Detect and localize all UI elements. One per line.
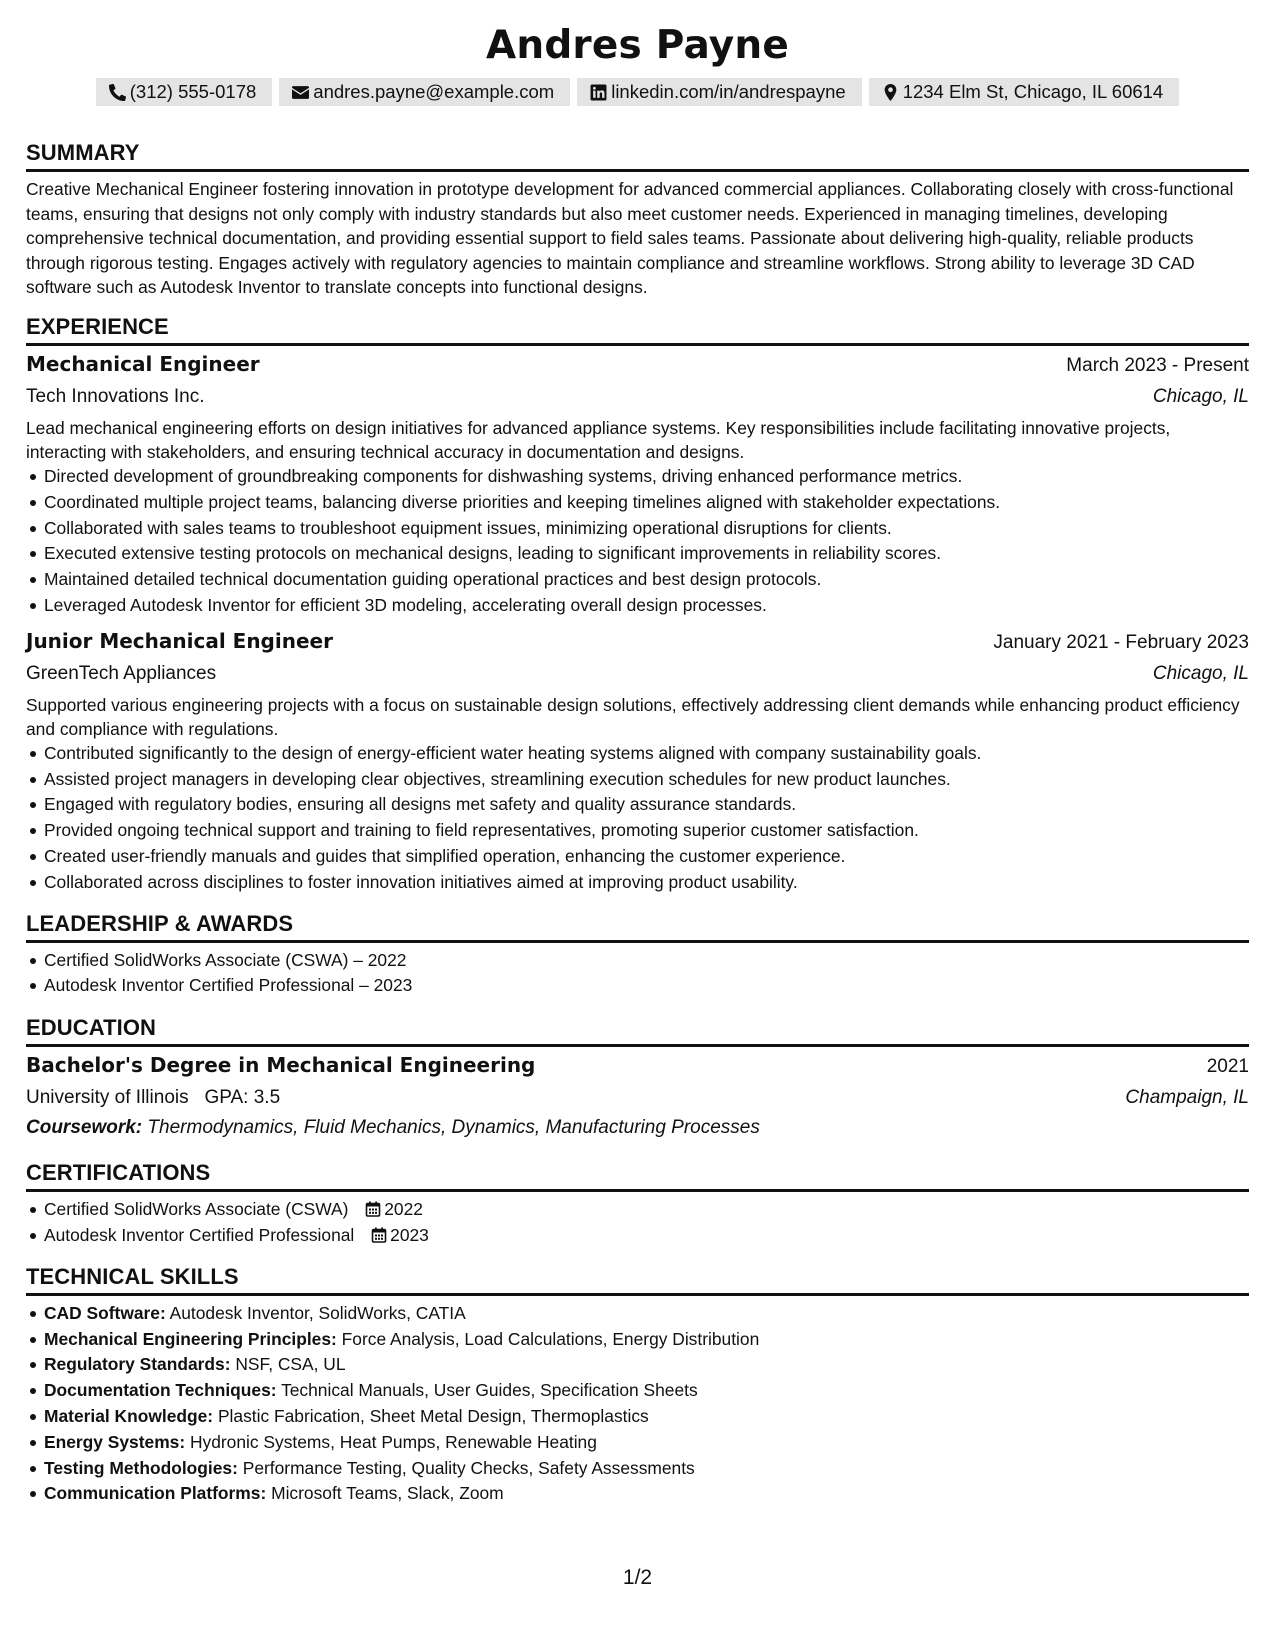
- contact-linkedin-text: linkedin.com/in/andrespayne: [611, 81, 846, 102]
- envelope-icon: [292, 84, 309, 101]
- contact-linkedin[interactable]: [577, 78, 861, 106]
- contact-email-text: andres.payne@example.com: [313, 81, 555, 102]
- cert-name: Autodesk Inventor Certified Professional: [44, 1224, 355, 1245]
- cert-name: Certified SolidWorks Associate (CSWA): [44, 1199, 349, 1220]
- list-item: Autodesk Inventor Certified Professional – 2023: [44, 973, 1249, 999]
- coursework-text: Thermodynamics, Fluid Mechanics, Dynamics, Manufacturing Processes: [147, 1117, 760, 1139]
- list-item: Collaborated across disciplines to foster innovation initiatives aimed at improving product usability.: [44, 870, 1249, 896]
- list-item: [44, 1481, 1249, 1507]
- map-pin-icon: [882, 84, 899, 101]
- job-dates: January 2021 - February 2023: [993, 631, 1249, 653]
- candidate-name: Andres Payne: [485, 23, 790, 68]
- skill-value: Force Analysis, Load Calculations, Energy Distribution: [341, 1328, 760, 1349]
- list-item: Executed extensive testing protocols on mechanical designs, leading to significant improvements in reliability scores.: [44, 541, 1249, 567]
- list-item: Created user-friendly manuals and guides that simplified operation, enhancing the customer experience.: [44, 844, 1249, 870]
- skill-value: Microsoft Teams, Slack, Zoom: [271, 1483, 504, 1504]
- job-title: Junior Mechanical Engineer: [26, 628, 333, 653]
- certifications-list: [26, 1197, 1249, 1249]
- list-item: Leveraged Autodesk Inventor for efficient 3D modeling, accelerating overall design processes.: [44, 593, 1249, 619]
- job-dates: March 2023 - Present: [1066, 354, 1249, 376]
- experience-section: [26, 313, 1249, 896]
- list-item: Maintained detailed technical documentation guiding operational practices and best design protocols.: [44, 567, 1249, 593]
- skill-label: Material Knowledge:: [44, 1405, 214, 1426]
- skill-value: Technical Manuals, User Guides, Specification Sheets: [281, 1380, 698, 1401]
- degree-title: Bachelor's Degree in Mechanical Engineering: [26, 1053, 536, 1078]
- list-item: Directed development of groundbreaking components for dishwashing systems, driving enhanced performance metrics.: [44, 464, 1249, 490]
- skill-label: CAD Software:: [44, 1302, 166, 1323]
- list-item: [44, 1404, 1249, 1430]
- coursework-label: Coursework:: [26, 1117, 143, 1139]
- gpa: GPA: 3.5: [204, 1087, 281, 1109]
- list-item: [44, 1352, 1249, 1378]
- skill-value: Hydronic Systems, Heat Pumps, Renewable Heating: [189, 1431, 597, 1452]
- contact-email[interactable]: [279, 78, 570, 106]
- contact-phone-text: (312) 555-0178: [129, 81, 257, 102]
- skill-label: Testing Methodologies:: [44, 1457, 238, 1478]
- list-item: [44, 1327, 1249, 1353]
- cert-year: 2023: [390, 1224, 429, 1245]
- skills-heading: TECHNICAL SKILLS: [26, 1263, 1249, 1296]
- list-item: Collaborated with sales teams to troubleshoot equipment issues, minimizing operational disruptions for clients.: [44, 516, 1249, 542]
- list-item: Coordinated multiple project teams, balancing diverse priorities and keeping timelines aligned with stakeholder expectations.: [44, 490, 1249, 516]
- contact-phone[interactable]: [96, 78, 273, 106]
- phone-icon: [109, 84, 126, 101]
- calendar-icon: [365, 1201, 381, 1217]
- job-entry: [26, 626, 1249, 896]
- job-entry: [26, 349, 1249, 619]
- job-description: Supported various engineering projects with a focus on sustainable design solutions, effectively addressing client demands while enhancing product efficiency and compliance with regulations.: [26, 694, 1240, 739]
- list-item: [44, 1197, 1249, 1223]
- job-location: Chicago, IL: [1152, 662, 1249, 684]
- list-item: [44, 1456, 1249, 1482]
- skill-label: Documentation Techniques:: [44, 1380, 277, 1401]
- job-company: Tech Innovations Inc.: [26, 385, 205, 407]
- education-heading: EDUCATION: [26, 1014, 1249, 1047]
- school-name: University of Illinois: [26, 1087, 189, 1109]
- list-item: [44, 1223, 1249, 1249]
- list-item: [44, 1378, 1249, 1404]
- job-bullets: [26, 464, 1249, 619]
- contact-address: [869, 78, 1180, 106]
- education-section: [26, 1014, 1249, 1143]
- coursework: [26, 1113, 1249, 1143]
- list-item: Contributed significantly to the design of energy-efficient water heating systems aligned with company sustainability goals.: [44, 741, 1249, 767]
- graduation-year: 2021: [1206, 1056, 1249, 1078]
- job-description: Lead mechanical engineering efforts on design initiatives for advanced appliance systems. Key responsibilities include facilitating innovative projects, interacting with stakeholders, and ensuring technical accuracy in documentation and designs.: [26, 417, 1171, 462]
- cert-year: 2022: [384, 1199, 423, 1220]
- leadership-heading: LEADERSHIP & AWARDS: [26, 910, 1249, 943]
- list-item: Provided ongoing technical support and training to field representatives, promoting superior customer satisfaction.: [44, 818, 1249, 844]
- certifications-heading: CERTIFICATIONS: [26, 1159, 1249, 1192]
- experience-heading: EXPERIENCE: [26, 313, 1249, 346]
- skill-value: Plastic Fabrication, Sheet Metal Design, Thermoplastics: [217, 1405, 649, 1426]
- list-item: [44, 1301, 1249, 1327]
- list-item: Engaged with regulatory bodies, ensuring all designs met safety and quality assurance standards.: [44, 792, 1249, 818]
- list-item: [44, 1430, 1249, 1456]
- summary-heading: SUMMARY: [26, 139, 1249, 172]
- skill-value: Performance Testing, Quality Checks, Safety Assessments: [242, 1457, 695, 1478]
- page-indicator: 1/2: [622, 1566, 653, 1589]
- skills-list: [26, 1301, 1249, 1507]
- job-bullets: [26, 741, 1249, 896]
- job-company: GreenTech Appliances: [26, 662, 217, 684]
- summary-section: [26, 139, 1249, 300]
- leadership-section: [26, 910, 1249, 1000]
- skills-section: [26, 1263, 1249, 1507]
- job-location: Chicago, IL: [1152, 385, 1249, 407]
- list-item: Certified SolidWorks Associate (CSWA) – 2022: [44, 948, 1249, 974]
- skill-value: Autodesk Inventor, SolidWorks, CATIA: [169, 1302, 466, 1323]
- calendar-icon: [371, 1227, 387, 1243]
- skill-label: Regulatory Standards:: [44, 1354, 231, 1375]
- skill-label: Communication Platforms:: [44, 1483, 267, 1504]
- contact-bar: [26, 78, 1249, 106]
- skill-label: Mechanical Engineering Principles:: [44, 1328, 337, 1349]
- leadership-list: [26, 948, 1249, 1000]
- certifications-section: [26, 1159, 1249, 1249]
- skill-label: Energy Systems:: [44, 1431, 186, 1452]
- linkedin-icon: [590, 84, 607, 101]
- job-title: Mechanical Engineer: [26, 351, 260, 376]
- summary-text: Creative Mechanical Engineer fostering innovation in prototype development for advanced commercial appliances. Collaborating closely with cross-functional teams, ensuring that designs not only comply with industry standards but also meet customer needs. Experienced in managing timelines, developing comprehensive technical documentation, and providing essential support to field sales teams. Passionate about delivering high-quality, reliable products through rigorous testing. Engages actively with regulatory agencies to maintain compliance and streamline workflows. Strong ability to leverage 3D CAD software such as Autodesk Inventor to translate concepts into functional designs.: [26, 179, 1234, 298]
- contact-address-text: 1234 Elm St, Chicago, IL 60614: [902, 81, 1164, 102]
- list-item: Assisted project managers in developing clear objectives, streamlining execution schedules for new product launches.: [44, 767, 1249, 793]
- school-location: Champaign, IL: [1125, 1087, 1249, 1109]
- skill-value: NSF, CSA, UL: [235, 1354, 346, 1375]
